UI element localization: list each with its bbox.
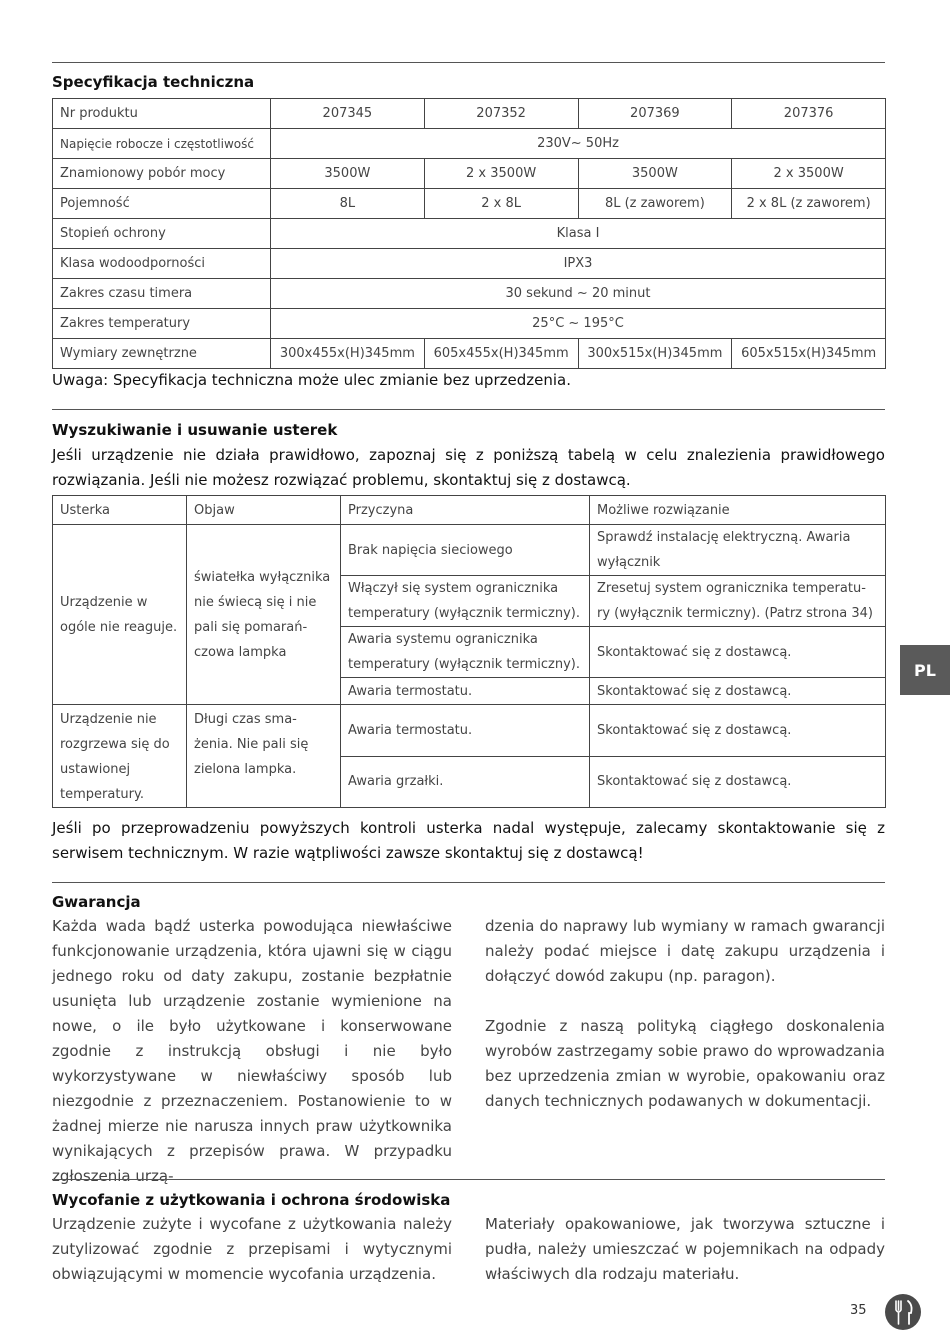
spec-table-body: [53, 99, 886, 369]
rule-trouble: [52, 409, 885, 410]
cause-cell: Włączył się system ogranicznika temperatury (wyłącznik termiczny).: [341, 576, 590, 627]
header-solution: Możliwe rozwiązanie: [590, 496, 886, 525]
spec-table: [52, 98, 886, 369]
solution-cell: Skontaktować się z dostawcą.: [590, 678, 886, 705]
spec-value-cell: 2 x 3500W: [424, 159, 578, 189]
trouble-outro: Jeśli po przeprowadzeniu powyższych kontroli usterka nadal występuje, zalecamy skontaktowanie się z serwisem technicznym. W razie wątpliwości zawsze skontaktuj się z dostawcą!: [52, 819, 885, 862]
spec-value-cell: 2 x 8L: [424, 189, 578, 219]
disposal-heading: Wycofanie z użytkowania i ochrona środowiska: [52, 1191, 451, 1209]
spec-value-cell: 230V~ 50Hz: [271, 129, 886, 159]
spec-value-cell: 25°C ~ 195°C: [271, 309, 886, 339]
disposal-right-column: [485, 1212, 885, 1312]
spec-value-cell: Klasa I: [271, 219, 886, 249]
spec-value-cell: IPX3: [271, 249, 886, 279]
rule-warranty: [52, 882, 885, 883]
table-row: [53, 705, 886, 757]
table-row: [53, 525, 886, 576]
solution-cell: Skontaktować się z dostawcą.: [590, 756, 886, 808]
solution-cell: Zresetuj system ogranicznika temperatu-ry (wyłącznik termiczny). (Patrz strona 34): [590, 576, 886, 627]
page-number: 35: [850, 1303, 867, 1318]
warranty-text-right-2: Zgodnie z naszą polityką ciągłego doskonalenia wyrobów zastrzegamy sobie prawo do wprowadzania bez uprzedzenia zmian w wyrobie, opakowaniu oraz danych technicznych podawanych w dokumentacji.: [485, 1017, 885, 1110]
spec-value-cell: 8L (z zaworem): [578, 189, 732, 219]
header-fault: Usterka: [53, 496, 187, 525]
warranty-left-column: [52, 914, 452, 1214]
cutlery-icon: [884, 1293, 922, 1331]
language-tab: PL: [900, 645, 950, 695]
rule-disposal: [52, 1179, 885, 1180]
spec-value-cell: 8L: [271, 189, 425, 219]
table-row: [53, 159, 886, 189]
symptom-cell: światełka wyłącznika nie świecą się i nie pali się pomarań-czowa lampka: [187, 525, 341, 705]
warranty-text-right-1: dzenia do naprawy lub wymiany w ramach gwarancji należy podać miejsce i datę zakupu urządzenia i dołączyć dowód zakupu (np. paragon).: [485, 917, 885, 985]
solution-cell: Skontaktować się z dostawcą.: [590, 627, 886, 678]
warranty-right-column: [485, 914, 885, 1139]
table-row: [53, 339, 886, 369]
header-cause: Przyczyna: [341, 496, 590, 525]
cause-cell: Brak napięcia sieciowego: [341, 525, 590, 576]
solution-cell: Sprawdź instalację elektryczną. Awaria wyłącznik: [590, 525, 886, 576]
spec-label-cell: Zakres czasu timera: [53, 279, 271, 309]
spec-label-cell: Pojemność: [53, 189, 271, 219]
table-row: [53, 129, 886, 159]
rule-top: [52, 62, 885, 63]
spec-value-cell: 207369: [578, 99, 732, 129]
table-row: [53, 309, 886, 339]
symptom-cell: Długi czas sma-żenia. Nie pali się zielona lampka.: [187, 705, 341, 808]
fault-cell: Urządzenie nie rozgrzewa się do ustawionej temperatury.: [53, 705, 187, 808]
spec-note: Uwaga: Specyfikacja techniczna może ulec zmianie bez uprzedzenia.: [52, 371, 571, 389]
spec-value-cell: 300x455x(H)345mm: [271, 339, 425, 369]
spec-label-cell: Wymiary zewnętrzne: [53, 339, 271, 369]
spec-label-cell: Klasa wodoodporności: [53, 249, 271, 279]
spec-value-cell: 605x455x(H)345mm: [424, 339, 578, 369]
table-row: [53, 99, 886, 129]
trouble-table: [52, 495, 886, 808]
disposal-text-right: Materiały opakowaniowe, jak tworzywa sztuczne i pudła, należy umieszczać w pojemnikach na odpady właściwych dla rodzaju materiału.: [485, 1215, 885, 1283]
table-row: [53, 279, 886, 309]
spec-label-cell: Stopień ochrony: [53, 219, 271, 249]
spec-value-cell: 30 sekund ~ 20 minut: [271, 279, 886, 309]
spec-label-cell: Znamionowy pobór mocy: [53, 159, 271, 189]
solution-cell: Skontaktować się z dostawcą.: [590, 705, 886, 757]
spec-value-cell: 3500W: [578, 159, 732, 189]
spec-value-cell: 300x515x(H)345mm: [578, 339, 732, 369]
warranty-heading: Gwarancja: [52, 893, 141, 911]
table-row: [53, 189, 886, 219]
spec-value-cell: 2 x 3500W: [732, 159, 886, 189]
table-row: [53, 249, 886, 279]
spec-value-cell: 2 x 8L (z zaworem): [732, 189, 886, 219]
spec-label-cell: Napięcie robocze i częstotliwość: [53, 129, 271, 159]
disposal-text-left: Urządzenie zużyte i wycofane z użytkowania należy zutylizować zgodnie z przepisami i wytycznymi obwiązującymi w momencie wycofania urządzenia.: [52, 1215, 452, 1283]
trouble-header-row: [53, 496, 886, 525]
spec-label-cell: Zakres temperatury: [53, 309, 271, 339]
cause-cell: Awaria termostatu.: [341, 705, 590, 757]
spec-value-cell: 207345: [271, 99, 425, 129]
spec-value-cell: 207376: [732, 99, 886, 129]
trouble-intro: Jeśli urządzenie nie działa prawidłowo, zapoznaj się z poniższą tabelą w celu znalezienia prawidłowego rozwiązania. Jeśli nie możesz rozwiązać problemu, skontaktuj się z dostawcą.: [52, 446, 885, 489]
trouble-heading: Wyszukiwanie i usuwanie usterek: [52, 421, 338, 439]
spec-heading: Specyfikacja techniczna: [52, 73, 255, 91]
warranty-text-left: Każda wada bądź usterka powodująca niewłaściwe funkcjonowanie urządzenia, która ujawni się w ciągu jednego roku od daty zakupu, zostanie bezpłatnie usunięta lub urządzenie zostanie wymienione na nowe, o ile było użytkowane i konserwowane zgodnie z instrukcją obsługi i nie było wykorzystywane w niewłaściwy sposób lub niezgodnie z przeznaczeniem. Postanowienie to w żadnej mierze nie narusza innych praw użytkownika wynikających z przepisów prawa. W przypadku zgłoszenia urzą-: [52, 917, 452, 1185]
table-row: [53, 219, 886, 249]
spec-value-cell: 605x515x(H)345mm: [732, 339, 886, 369]
cause-cell: Awaria systemu ogranicznika temperatury (wyłącznik termiczny).: [341, 627, 590, 678]
disposal-left-column: [52, 1212, 452, 1312]
spec-value-cell: 3500W: [271, 159, 425, 189]
header-symptom: Objaw: [187, 496, 341, 525]
spec-label-cell: Nr produktu: [53, 99, 271, 129]
cause-cell: Awaria grzałki.: [341, 756, 590, 808]
spec-value-cell: 207352: [424, 99, 578, 129]
cause-cell: Awaria termostatu.: [341, 678, 590, 705]
fault-cell: Urządzenie w ogóle nie reaguje.: [53, 525, 187, 705]
